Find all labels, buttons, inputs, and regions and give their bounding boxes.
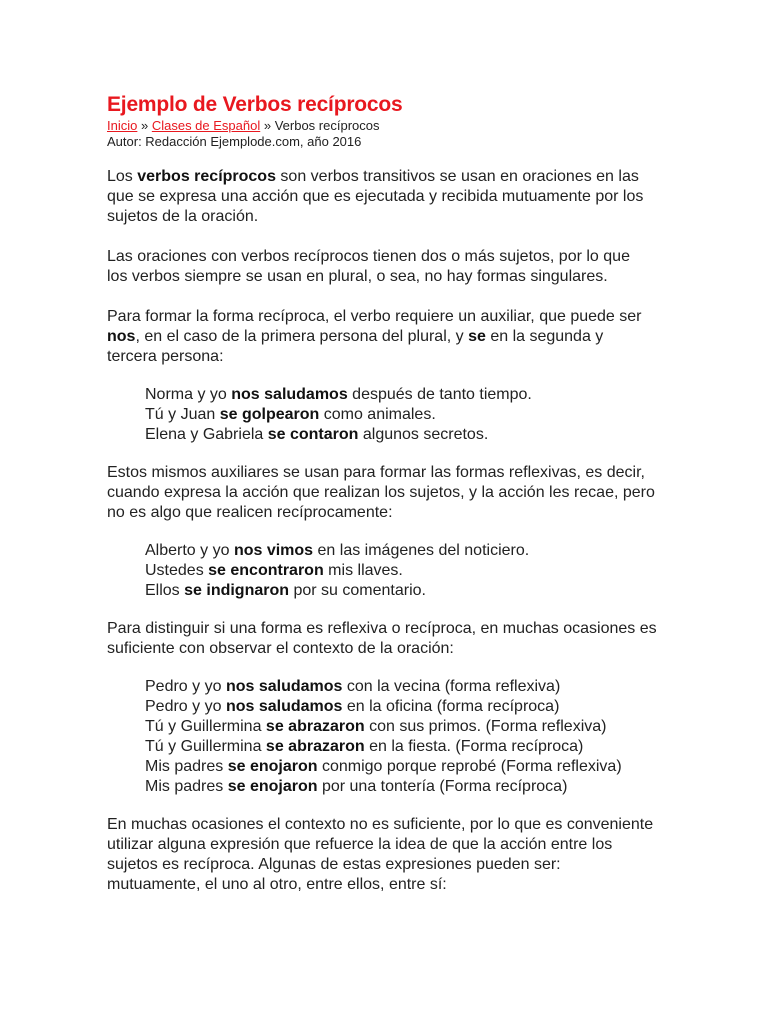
paragraph-reflexive: Estos mismos auxiliares se usan para formar las formas reflexivas, es decir, cuando expresa la acción que realizan los sujetos, y la acción les recae, pero no es algo que realicen recíprocamente: bbox=[107, 464, 655, 521]
intro-paragraph: Los verbos recíprocos son verbos transitivos se usan en oraciones en las que se expresa una acción que es ejecutada y recibida mutuamente por los sujetos de la oración. bbox=[107, 168, 644, 225]
example-line: Norma y yo nos saludamos después de tanto tiempo. bbox=[145, 386, 532, 403]
breadcrumb-separator: » bbox=[137, 118, 152, 133]
examples-reflexive bbox=[145, 541, 667, 601]
article bbox=[107, 92, 667, 895]
example-line: Alberto y yo nos vimos en las imágenes del noticiero. bbox=[145, 542, 530, 559]
example-line: Ustedes se encontraron mis llaves. bbox=[145, 562, 403, 579]
paragraph-plural: Las oraciones con verbos recíprocos tienen dos o más sujetos, por lo que los verbos siempre se usan en plural, o sea, no hay formas singulares. bbox=[107, 248, 630, 285]
example-line: Mis padres se enojaron conmigo porque reprobé (Forma reflexiva) bbox=[145, 758, 622, 775]
example-line: Pedro y yo nos saludamos en la oficina (forma recíproca) bbox=[145, 698, 560, 715]
paragraph-expressions: En muchas ocasiones el contexto no es suficiente, por lo que es conveniente utilizar alguna expresión que refuerce la idea de que la acción entre los sujetos es recíproca. Algunas de estas expresiones pueden ser: mutuamente, el uno al otro, entre ellos, entre sí: bbox=[107, 816, 654, 893]
examples-context bbox=[145, 677, 667, 797]
examples-reciprocal bbox=[145, 385, 667, 445]
example-line: Mis padres se enojaron por una tontería (Forma recíproca) bbox=[145, 778, 568, 795]
paragraph-distinguish: Para distinguir si una forma es reflexiva o recíproca, en muchas ocasiones es suficiente con observar el contexto de la oración: bbox=[107, 620, 657, 657]
paragraph-auxiliary: Para formar la forma recíproca, el verbo requiere un auxiliar, que puede ser nos, en el caso de la primera persona del plural, y se en la segunda y tercera persona: bbox=[107, 308, 642, 365]
author-line: Autor: Redacción Ejemplode.com, año 2016 bbox=[107, 134, 362, 149]
intro-term: verbos recíprocos bbox=[137, 168, 276, 185]
breadcrumb-current: Verbos recíprocos bbox=[274, 118, 380, 133]
breadcrumb-category-link[interactable]: Clases de Español bbox=[151, 118, 261, 133]
example-line: Tú y Guillermina se abrazaron con sus primos. (Forma reflexiva) bbox=[145, 718, 607, 735]
breadcrumb-home-link[interactable]: Inicio bbox=[107, 118, 138, 133]
example-line: Ellos se indignaron por su comentario. bbox=[145, 582, 426, 599]
example-line: Tú y Guillermina se abrazaron en la fiesta. (Forma recíproca) bbox=[145, 738, 584, 755]
example-line: Elena y Gabriela se contaron algunos secretos. bbox=[145, 426, 489, 443]
example-line: Tú y Juan se golpearon como animales. bbox=[145, 406, 436, 423]
example-line: Pedro y yo nos saludamos con la vecina (forma reflexiva) bbox=[145, 678, 561, 695]
page-title: Ejemplo de Verbos recíprocos bbox=[107, 93, 403, 116]
breadcrumb-separator: » bbox=[260, 118, 275, 133]
breadcrumb bbox=[107, 118, 667, 134]
